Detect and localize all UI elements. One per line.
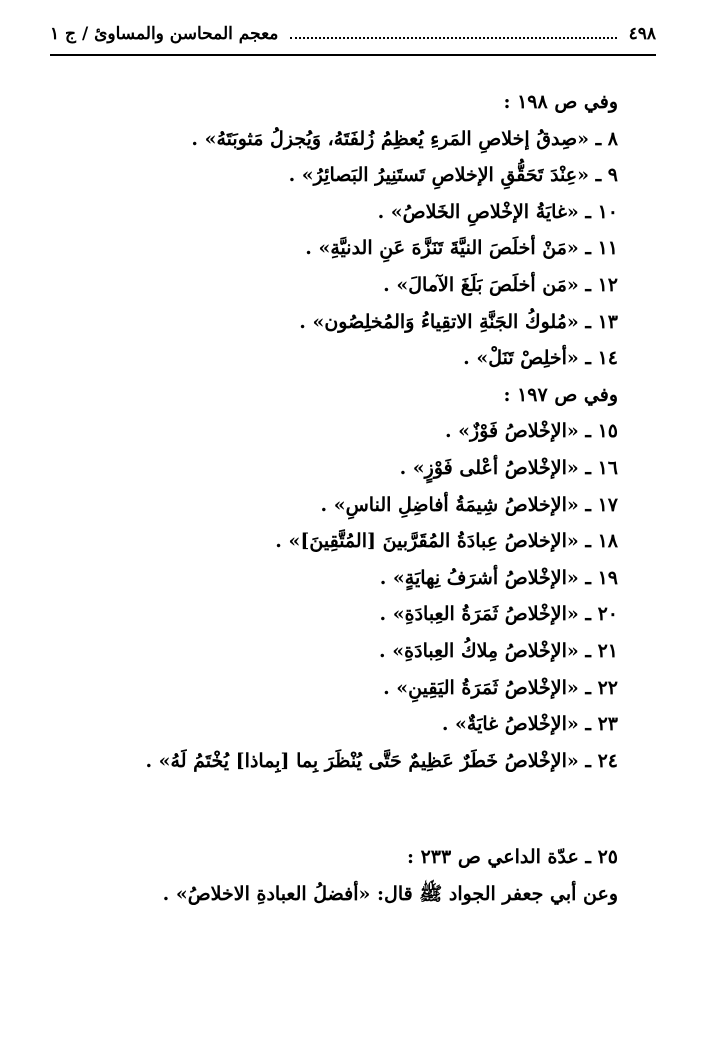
text-line: ١٨ ـ «الإخلاصُ عِبادَةُ المُقَرَّبينَ [المُتَّقِينَ]» .: [275, 530, 618, 553]
section-heading: ٢٥ ـ عدّة الداعي ص ٢٣٣ :: [406, 846, 618, 869]
text-line: وعن أبي جعفر الجواد ﷺ قال: «أفضلُ العبادةِ الاخلاصُ» .: [162, 882, 618, 905]
header-dot-leader: [290, 37, 616, 39]
text-line: ١٧ ـ «الإخلاصُ شِيمَةُ أفاضِلِ الناسِ» .: [320, 493, 618, 516]
text-line: ٢٤ ـ «الإخْلاصُ خَطَرٌ عَظِيمٌ حَتَّى يُنْظَرَ بِما [بِماذا] يُخْتَمُ لَهُ» .: [145, 749, 618, 772]
text-line: ٢١ ـ «الإخْلاصُ مِلاكُ العِبادَةِ» .: [379, 639, 618, 662]
section-gap: [58, 779, 618, 839]
text-line: ١٣ ـ «مُلوكُ الجَنَّةِ الاتقِياءُ وَالمُخلِصُون» .: [299, 310, 618, 333]
section-heading: وفي ص ١٩٧ :: [503, 383, 618, 406]
text-line: ٢٠ ـ «الإخْلاصُ ثَمَرَةُ العِبادَةِ» .: [379, 603, 618, 626]
text-line: ١٦ ـ «الإخْلاصُ أعْلى فَوْزٍ» .: [399, 456, 618, 479]
page-header: [50, 14, 656, 56]
text-line: ١٢ ـ «مَن أخلَصَ بَلَغَ الآمالَ» .: [383, 273, 618, 296]
text-line: ١٤ ـ «أخلِصْ تَنَلْ» .: [463, 347, 618, 370]
text-line: ١١ ـ «مَنْ أخلَصَ النيَّةَ تَنَزَّهَ عَنِ الدنيَّةِ» .: [305, 237, 618, 260]
text-line: ٨ ـ «صِدقُ إخلاصِ المَرءِ يُعظِمُ زُلفَتَهُ، وَيُجزلُ مَثوبَتَهُ» .: [191, 127, 618, 150]
text-line: ١٠ ـ «غايَةُ الإخْلاصِ الخَلاصُ» .: [377, 200, 618, 223]
section-heading: وفي ص ١٩٨ :: [503, 91, 618, 113]
text-line: ٢٢ ـ «الإخْلاصُ ثَمَرَةُ اليَقِينِ» .: [383, 676, 618, 699]
text-line: ٢٣ ـ «الإخْلاصُ غايَةٌ» .: [441, 713, 618, 736]
page-number: ٤٩٨: [628, 24, 656, 44]
text-line: ١٩ ـ «الإخْلاصُ أشرَفُ نِهايَةٍ» .: [379, 566, 618, 589]
text-line: ٩ ـ «عِنْدَ تَحَقُّقِ الإخلاصِ تَستَنِيرُ البَصائِرُ» .: [288, 164, 618, 187]
page-body: [58, 84, 618, 912]
text-line: ١٥ ـ «الإخْلاصُ فَوْزٌ» .: [444, 420, 618, 443]
running-title: معجم المحاسن والمساوئ / ج ١: [50, 24, 279, 44]
